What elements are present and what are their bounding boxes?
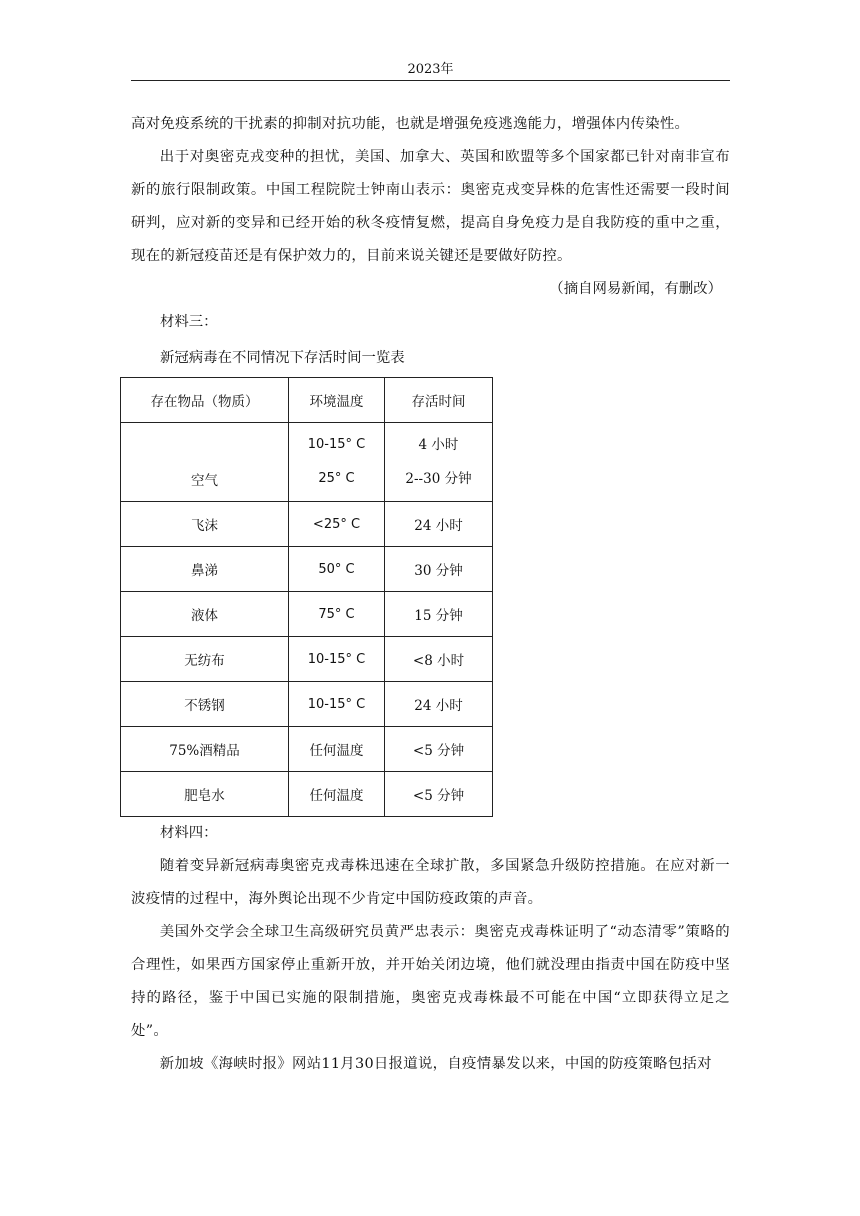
table-row — [121, 772, 493, 817]
material-3-label: 材料三： — [160, 314, 218, 330]
cell-time: <5 分钟 — [385, 727, 493, 772]
table-row — [121, 682, 493, 727]
paragraph-4: 美国外交学会全球卫生高级研究员黄严忠表示：奥密克戎毒株证明了“动态清零”策略的合理性，如果西方国家停止重新开放，并开始关闭边境，他们就没理由指责中国在防疫中坚持的路径，鉴于中国已实施的限制措施，奥密克戎毒株最不可能在中国“立即获得立足之处”。 — [131, 924, 730, 1039]
cell-item: 肥皂水 — [121, 772, 289, 817]
air-temp-2: 25° C — [318, 471, 355, 486]
material-4-label: 材料四： — [160, 825, 218, 841]
cell-time: 24 小时 — [385, 502, 493, 547]
cell-item: 飞沫 — [121, 502, 289, 547]
table-row — [121, 502, 493, 547]
paragraph-1: 高对免疫系统的干扰素的抑制对抗功能，也就是增强免疫逃逸能力，增强体内传染性。 — [131, 116, 690, 132]
table-header-row — [121, 378, 493, 423]
cell-time — [385, 423, 493, 502]
table-row — [121, 423, 493, 502]
paragraph-5: 新加坡《海峡时报》网站11月30日报道说，自疫情暴发以来，中国的防疫策略包括对 — [159, 1056, 712, 1072]
cell-time: <8 小时 — [385, 637, 493, 682]
cell-time: 30 分钟 — [385, 547, 493, 592]
cell-temperature: 10-15° C — [289, 682, 385, 727]
table-row — [121, 592, 493, 637]
table-row — [121, 637, 493, 682]
cell-temperature: 10-15° C — [289, 637, 385, 682]
air-item: 空气 — [191, 473, 218, 489]
header-temperature: 环境温度 — [289, 378, 385, 423]
header-item: 存在物品（物质） — [121, 378, 289, 423]
source-citation: （摘自网易新闻，有删改） — [549, 281, 722, 297]
header-survival-time: 存活时间 — [385, 378, 493, 423]
cell-temperature — [289, 423, 385, 502]
paragraph-2: 出于对奥密克戎变种的担忧，美国、加拿大、英国和欧盟等多个国家都已针对南非宣布新的旅行限制政策。中国工程院院士钟南山表示：奥密克戎变异株的危害性还需要一段时间研判，应对新的变异和已经开始的秋冬疫情复燃，提高自身免疫力是自我防疫的重中之重，现在的新冠疫苗还是有保护效力的，目前来说关键还是要做好防控。 — [131, 149, 730, 264]
cell-time: <5 分钟 — [385, 772, 493, 817]
air-time-2: 2--30 分钟 — [405, 471, 472, 487]
survival-time-table — [120, 377, 493, 817]
air-time-1: 4 小时 — [418, 437, 459, 453]
cell-temperature: <25° C — [289, 502, 385, 547]
cell-item: 75%酒精品 — [121, 727, 289, 772]
header-year: 2023年 — [407, 62, 454, 77]
cell-temperature: 50° C — [289, 547, 385, 592]
table-row — [121, 547, 493, 592]
table-caption: 新冠病毒在不同情况下存活时间一览表 — [160, 350, 405, 366]
cell-item: 不锈钢 — [121, 682, 289, 727]
cell-temperature: 任何温度 — [289, 772, 385, 817]
paragraph-3: 随着变异新冠病毒奥密克戎毒株迅速在全球扩散，多国紧急升级防控措施。在应对新一波疫情的过程中，海外舆论出现不少肯定中国防疫政策的声音。 — [131, 858, 730, 907]
table-row — [121, 727, 493, 772]
document-body — [131, 108, 730, 1081]
cell-time: 15 分钟 — [385, 592, 493, 637]
cell-item — [121, 423, 289, 502]
cell-item: 液体 — [121, 592, 289, 637]
page-header — [131, 62, 730, 81]
cell-item: 鼻涕 — [121, 547, 289, 592]
air-temp-1: 10-15° C — [307, 437, 366, 452]
cell-temperature: 任何温度 — [289, 727, 385, 772]
cell-temperature: 75° C — [289, 592, 385, 637]
cell-item: 无纺布 — [121, 637, 289, 682]
cell-time: 24 小时 — [385, 682, 493, 727]
